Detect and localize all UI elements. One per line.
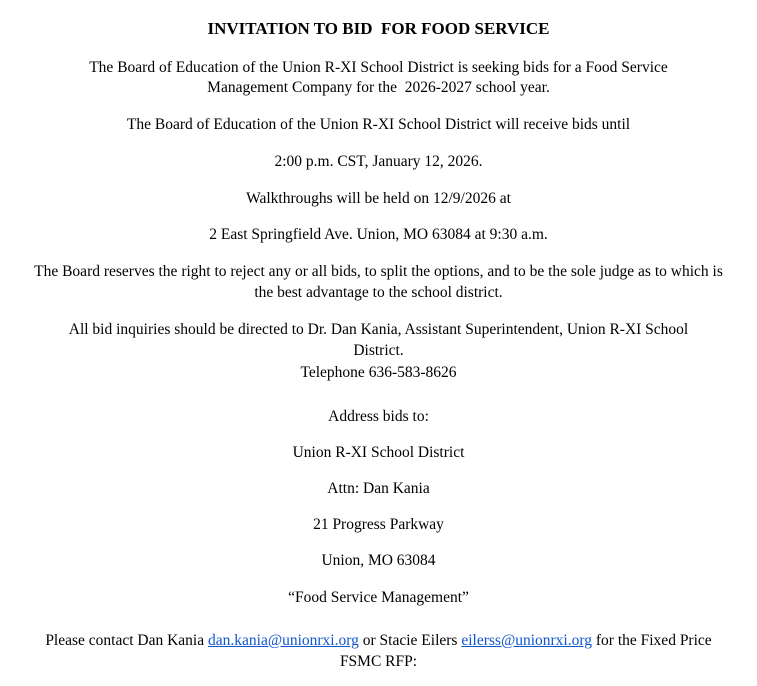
walkthrough-location-text: 2 East Springfield Ave. Union, MO 63084 at 9:30 a.m. — [209, 226, 548, 243]
reserves-line-2: the best advantage to the school district. — [254, 284, 503, 301]
email-link-stacie-eilers[interactable]: eilerss@unionrxi.org — [461, 632, 592, 649]
telephone-text: Telephone 636-583-8626 — [300, 364, 457, 381]
address-org: Union R-XI School District — [292, 444, 465, 461]
address-city: Union, MO 63084 — [321, 552, 436, 569]
intro-line-1: The Board of Education of the Union R-XI School District is seeking bids for a Food Service — [89, 59, 668, 76]
address-attn: Attn: Dan Kania — [327, 480, 430, 497]
document-title: INVITATION TO BID FOR FOOD SERVICE — [207, 19, 550, 38]
walkthrough-date-text: Walkthroughs will be held on 12/9/2026 at — [246, 190, 511, 207]
contact-line-2: FSMC RFP: — [339, 653, 418, 670]
reserves-line-1: The Board reserves the right to reject any or all bids, to split the options, and to be the sole judge as to which is — [34, 263, 723, 280]
email-link-dan-kania[interactable]: dan.kania@unionrxi.org — [208, 632, 359, 649]
contact-suffix: for the Fixed Price — [592, 632, 712, 649]
address-heading: Address bids to: — [328, 408, 429, 425]
intro-line-2: Management Company for the 2026-2027 school year. — [207, 79, 550, 96]
address-street: 21 Progress Parkway — [313, 516, 444, 533]
inquiries-line-2: District. — [353, 342, 404, 359]
contact-line-1 — [0, 630, 757, 651]
address-label: “Food Service Management” — [288, 589, 469, 606]
inquiries-line-1: All bid inquiries should be directed to Dr. Dan Kania, Assistant Superintendent, Union R-XI School — [68, 321, 689, 338]
contact-prefix: Please contact Dan Kania — [45, 632, 208, 649]
contact-middle: or Stacie Eilers — [358, 632, 462, 649]
deadline-text: 2:00 p.m. CST, January 12, 2026. — [274, 153, 483, 170]
receive-bids-text: The Board of Education of the Union R-XI School District will receive bids until — [126, 116, 631, 133]
